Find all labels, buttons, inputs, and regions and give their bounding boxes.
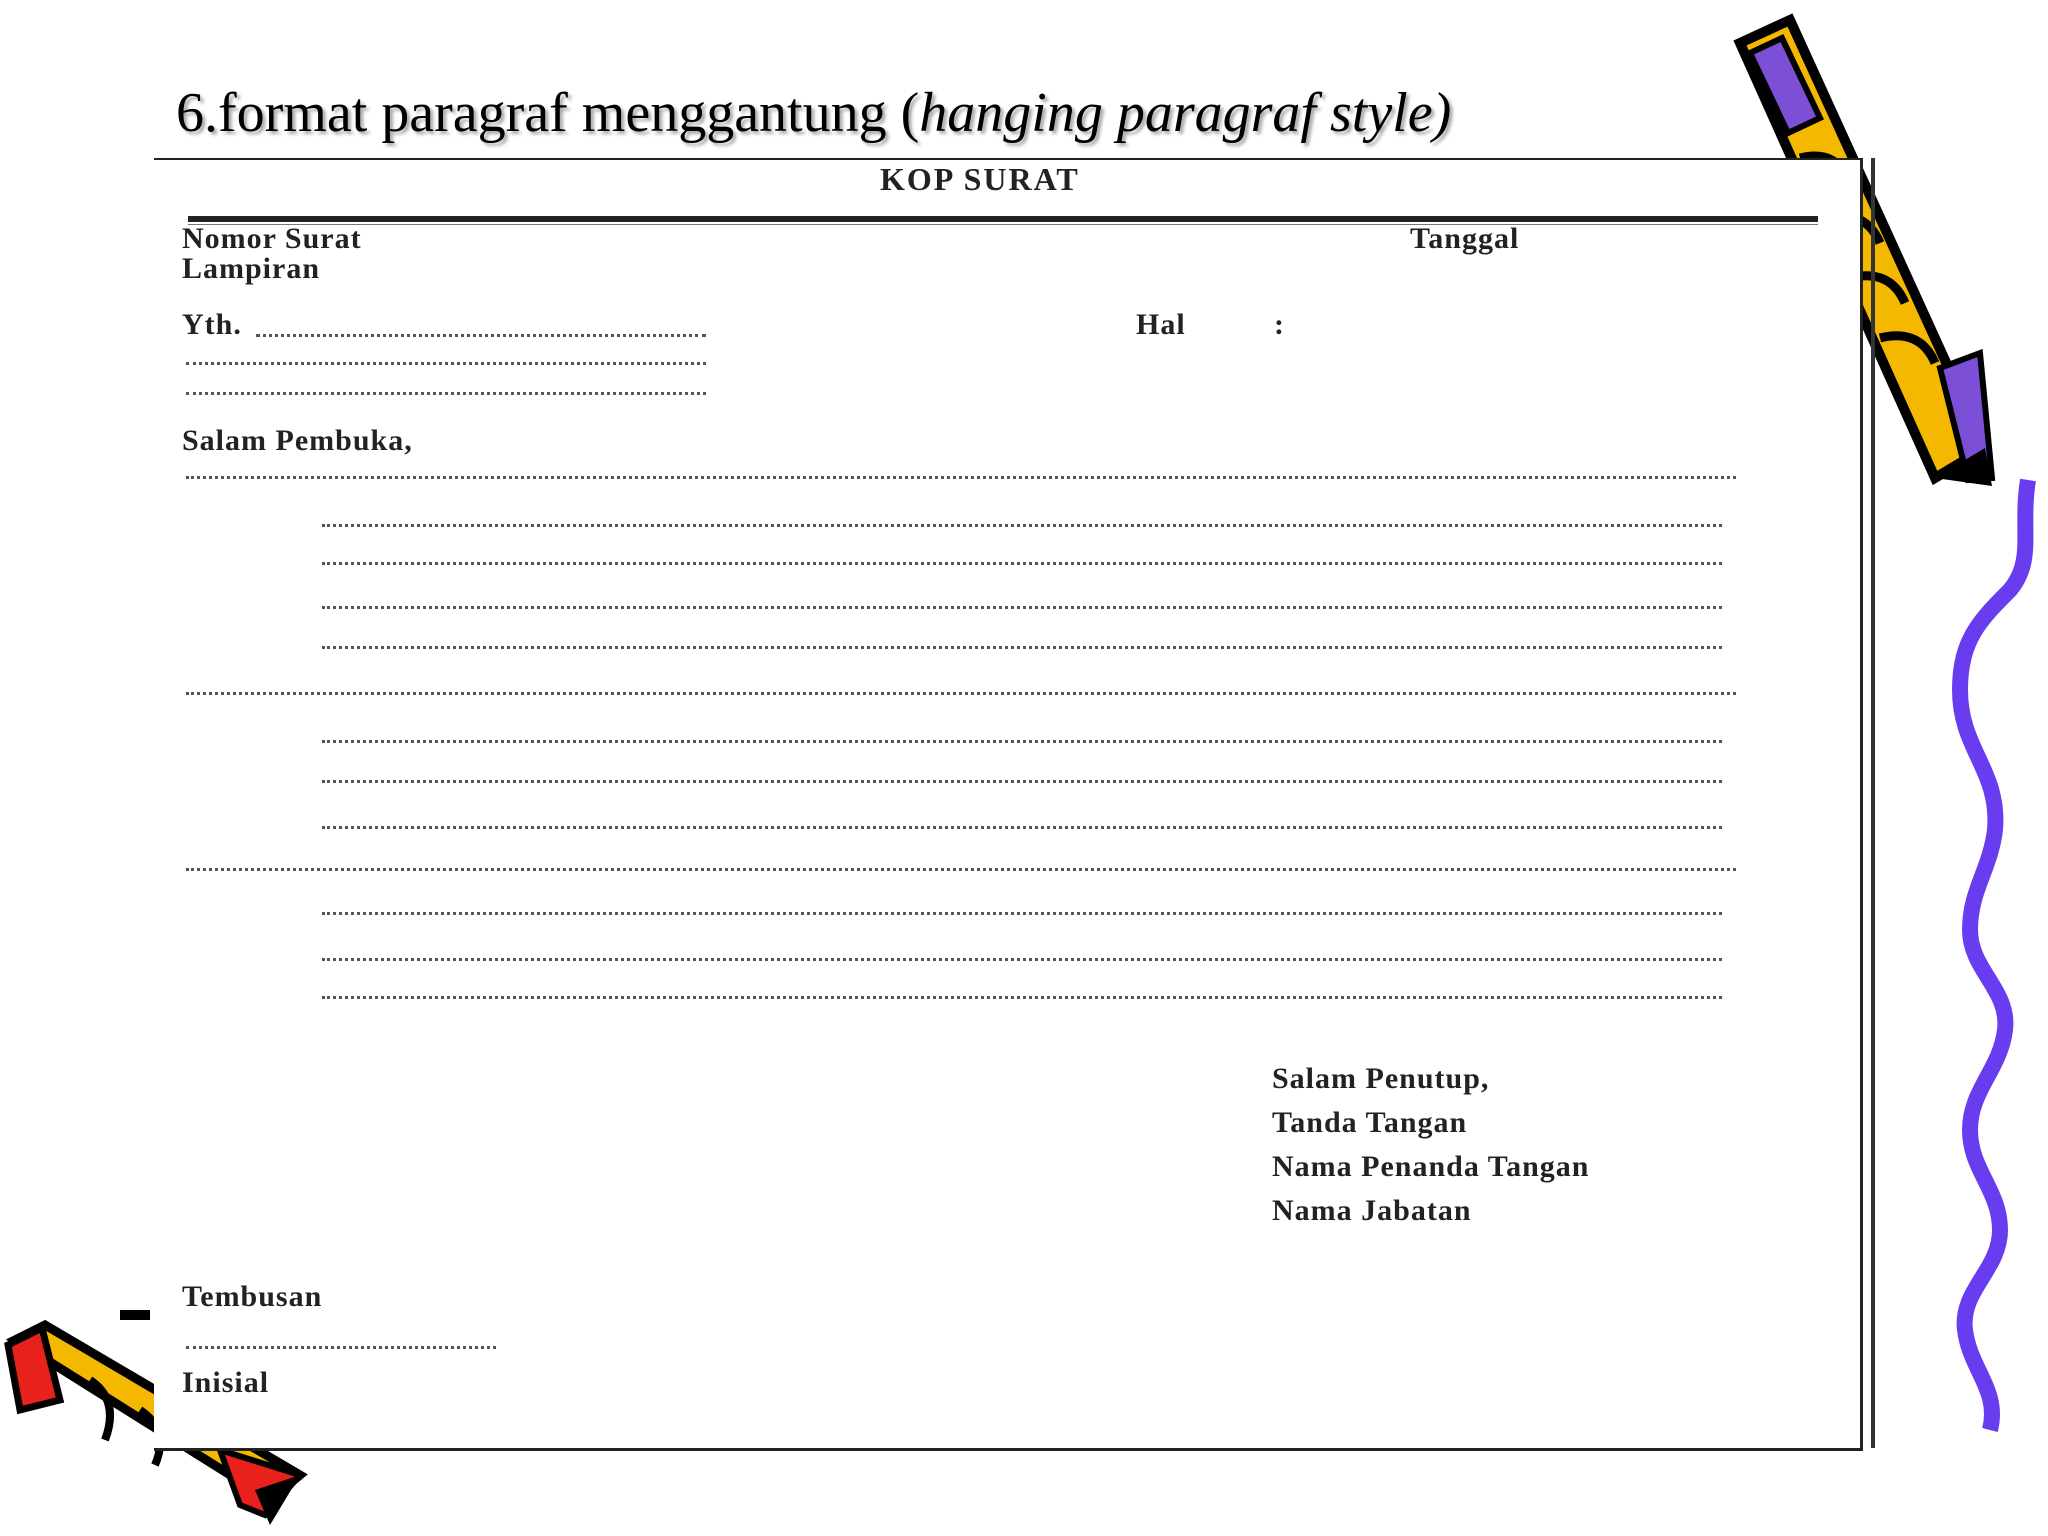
letter-template-sheet [154, 158, 1863, 1451]
paragraph-1-first-line [186, 476, 1736, 479]
paragraph-3-line [322, 958, 1722, 961]
salam-pembuka: Salam Pembuka, [182, 424, 413, 457]
slide-title-italic: hanging paragraf style) [919, 82, 1452, 144]
tembusan-line [186, 1346, 496, 1349]
paragraph-1-line [322, 524, 1722, 527]
nama-jabatan: Nama Jabatan [1272, 1194, 1472, 1227]
squiggle-line-icon [1940, 470, 2048, 1450]
paragraph-1-line [322, 646, 1722, 649]
kop-divider-thin [188, 224, 1818, 225]
paragraph-1-line [322, 562, 1722, 565]
tanggal-label: Tanggal [1410, 222, 1520, 255]
salam-penutup: Salam Penutup, [1272, 1062, 1490, 1095]
recipient-line-3 [186, 392, 706, 395]
slide-title-prefix: 6.format paragraf menggantung ( [176, 82, 920, 144]
lampiran-label: Lampiran [182, 252, 321, 285]
recipient-line-1 [256, 334, 706, 337]
paragraph-3-line [322, 996, 1722, 999]
paragraph-2-line [322, 780, 1722, 783]
kop-divider [188, 216, 1818, 222]
paragraph-1-line [322, 606, 1722, 609]
paragraph-2-line [322, 826, 1722, 829]
hal-label: Hal [1136, 308, 1186, 341]
nomor-surat-label: Nomor Surat [182, 222, 362, 255]
kop-surat-heading: KOP SURAT [880, 161, 1080, 197]
paragraph-2-line [322, 740, 1722, 743]
tembusan-label: Tembusan [182, 1280, 323, 1313]
sheet-shadow [1871, 158, 1875, 1448]
slide-title [176, 78, 1451, 148]
paragraph-2-first-line [186, 692, 1736, 695]
paragraph-3-first-line [186, 868, 1736, 871]
hal-colon: : [1274, 308, 1285, 341]
recipient-line-2 [186, 362, 706, 365]
paragraph-3-line [322, 912, 1722, 915]
inisial-label: Inisial [182, 1366, 270, 1399]
tanda-tangan: Tanda Tangan [1272, 1106, 1468, 1139]
yth-label: Yth. [182, 308, 242, 341]
nama-penanda-tangan: Nama Penanda Tangan [1272, 1150, 1590, 1183]
